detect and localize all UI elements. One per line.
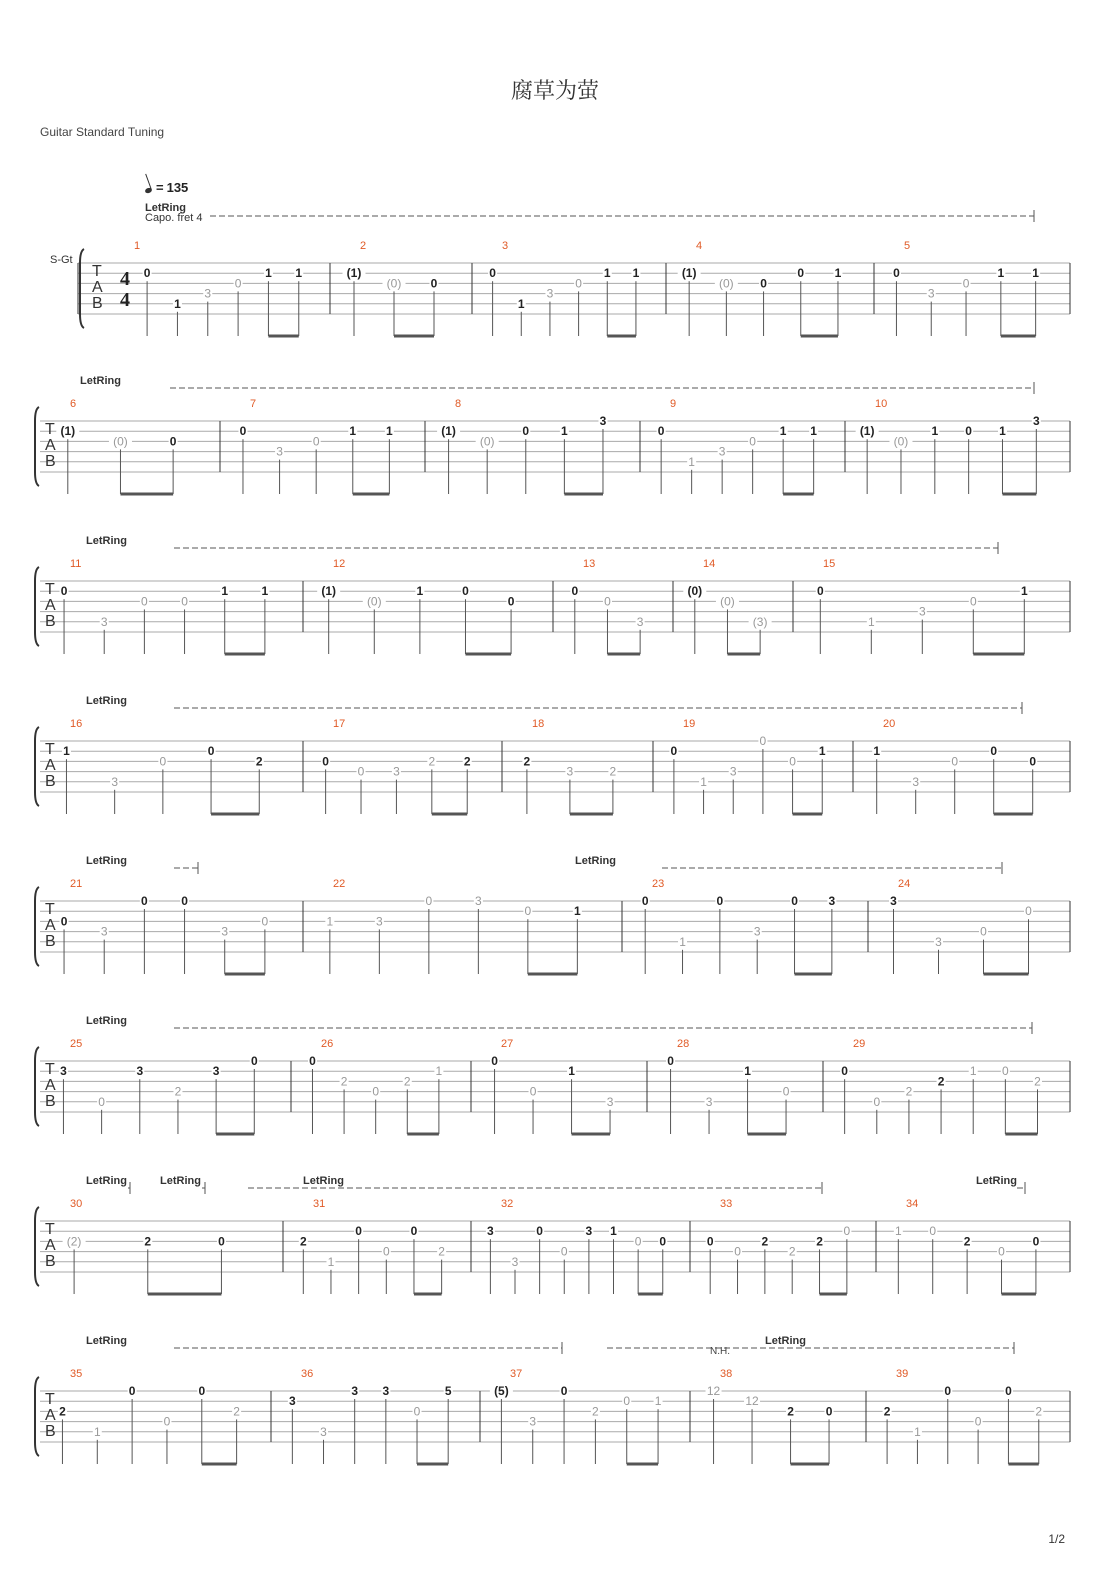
fret-number: 0 [759, 734, 767, 748]
bar-number: 24 [898, 878, 911, 890]
fret-number: 0 [623, 1394, 631, 1409]
tab-clef-letter: T [45, 421, 55, 438]
fret-number: 0 [128, 1384, 136, 1398]
system-bracket [35, 887, 39, 966]
fret-number: 1 [221, 584, 229, 599]
letring-label: LetRing [765, 1335, 806, 1347]
fret-number: 2 [403, 1074, 411, 1089]
fret-number: 0 [1025, 904, 1032, 919]
fret-number: 3 [212, 1064, 220, 1079]
fret-number: 1 [174, 296, 181, 311]
fret-number: 3 [566, 764, 574, 779]
fret-number: 0 [843, 1224, 851, 1239]
fret-number: 0 [163, 1414, 171, 1429]
fret-number: 1 [679, 934, 686, 949]
bar-number: 9 [670, 398, 677, 410]
fret-number: 2 [523, 754, 531, 769]
fret-number: 2 [963, 1234, 971, 1249]
tab-clef-letter: B [45, 1423, 56, 1440]
fret-number: 1 [654, 1394, 662, 1409]
fret-number: 0 [489, 266, 496, 281]
fret-number: 3 [828, 894, 836, 908]
fret-number: 1 [969, 1064, 977, 1079]
fret-number: 0 [893, 266, 900, 281]
fret-number: 1 [867, 614, 875, 629]
fret-number: 0 [382, 1244, 390, 1259]
fret-number: 3 [636, 614, 644, 629]
bar-number: 36 [301, 1368, 314, 1380]
fret-number: 3 [60, 1064, 67, 1079]
fret-number: 0 [507, 594, 515, 609]
fret-number: 0 [571, 584, 579, 599]
fret-number: 1 [416, 584, 424, 599]
fret-number: 2 [233, 1404, 240, 1419]
fret-number: 0 [560, 1384, 568, 1398]
fret-number: 3 [487, 1224, 494, 1239]
fret-number: 1 [517, 296, 525, 311]
fret-number: 1 [63, 744, 70, 759]
fret-number: 1 [568, 1064, 575, 1079]
fret-number: 3 [221, 924, 229, 939]
fret-number: 0 [312, 434, 320, 449]
bar-number: 12 [333, 558, 346, 570]
bar-number: 28 [677, 1038, 690, 1050]
system-bracket [35, 407, 39, 486]
time-signature-bottom: 4 [120, 289, 130, 311]
tuning-label: Guitar Standard Tuning [40, 125, 165, 139]
fret-number: 3 [935, 934, 942, 949]
fret-number: (0) [479, 434, 495, 449]
fret-number: 3 [927, 286, 935, 301]
fret-number: 1 [688, 454, 695, 469]
fret-number: 0 [169, 434, 177, 449]
fret-number: 1 [326, 914, 334, 929]
fret-number: 0 [716, 894, 724, 908]
fret-number: 0 [181, 894, 188, 908]
system-bracket [35, 1377, 39, 1456]
fret-number: (1) [441, 424, 456, 439]
fret-number: 0 [529, 1084, 537, 1099]
tab-clef-letter: B [45, 453, 56, 470]
tab-clef-letter: T [45, 1391, 55, 1408]
fret-number: 2 [937, 1074, 945, 1089]
fret-number: 2 [883, 1404, 891, 1419]
fret-number: 0 [234, 276, 242, 291]
fret-number: 3 [546, 286, 554, 301]
fret-number: 1 [931, 424, 939, 439]
fret-number: 0 [159, 754, 167, 769]
system-bracket [35, 727, 39, 806]
tab-clef-letter: A [45, 757, 56, 774]
tempo-value: 135 [166, 180, 189, 195]
bar-number: 30 [70, 1198, 83, 1210]
letring-label: LetRing [86, 1015, 127, 1027]
fret-number: (0) [719, 276, 734, 291]
fret-number: 12 [745, 1394, 759, 1409]
bar-number: 25 [70, 1038, 83, 1050]
fret-number: 2 [609, 764, 617, 779]
fret-number: 5 [444, 1384, 452, 1398]
fret-number: 0 [760, 276, 767, 291]
fret-number: 0 [261, 914, 269, 929]
bar-number: 7 [250, 398, 257, 410]
fret-number: 0 [974, 1414, 982, 1429]
fret-number: 1 [261, 584, 269, 599]
bar-number: 35 [70, 1368, 83, 1380]
fret-number: 1 [818, 744, 826, 759]
fret-number: 0 [965, 424, 972, 439]
fret-number: 0 [141, 894, 148, 908]
fret-number: 2 [905, 1084, 913, 1099]
letring-label: LetRing [575, 855, 616, 867]
letring-label: LetRing [86, 535, 127, 547]
fret-number: 3 [393, 764, 400, 779]
fret-number: 0 [524, 904, 532, 919]
letring-label: LetRing [86, 695, 127, 707]
score-title: 腐草为萤 [510, 79, 599, 104]
bar-number: 33 [720, 1198, 733, 1210]
fret-number: 0 [357, 764, 365, 779]
fret-number: 3 [111, 774, 119, 789]
fret-number: 3 [585, 1224, 593, 1239]
fret-number: 1 [810, 424, 817, 439]
tab-clef-letter: T [45, 1061, 55, 1078]
fret-number: 12 [706, 1384, 721, 1398]
fret-number: 0 [410, 1224, 418, 1239]
fret-number: 0 [143, 266, 151, 281]
letring-label: LetRing [976, 1175, 1017, 1187]
fret-number: 2 [299, 1234, 307, 1249]
fret-number: 0 [962, 276, 970, 291]
fret-number: 2 [438, 1244, 445, 1259]
fret-number: 1 [574, 904, 581, 919]
fret-number: (1) [346, 266, 362, 281]
natural-harmonic-label: N.H. [710, 1346, 730, 1357]
bar-number: 13 [583, 558, 596, 570]
fret-number: (1) [60, 424, 76, 439]
tab-clef-letter: A [45, 1407, 56, 1424]
tab-clef-letter: A [45, 917, 56, 934]
track-label: S-Gt [50, 254, 73, 266]
bar-number: 19 [683, 718, 696, 730]
fret-number: (0) [687, 584, 703, 599]
fret-number: 0 [782, 1084, 790, 1099]
fret-number: 2 [174, 1084, 182, 1099]
tab-clef-letter: A [92, 279, 103, 296]
fret-number: 3 [912, 774, 920, 789]
fret-number: 0 [425, 894, 433, 908]
fret-number: 0 [929, 1224, 937, 1239]
fret-number: 0 [522, 424, 530, 439]
fret-number: 3 [753, 924, 761, 939]
fret-number: 2 [463, 754, 471, 769]
bar-number: 21 [70, 878, 83, 890]
fret-number: 2 [816, 1234, 823, 1249]
tab-clef-letter: B [45, 773, 56, 790]
fret-number: 0 [944, 1384, 952, 1398]
fret-number: 2 [1034, 1074, 1041, 1089]
system-bracket [35, 1047, 39, 1126]
fret-number: (0) [720, 594, 735, 609]
fret-number: 1 [834, 266, 842, 281]
fret-number: 0 [749, 434, 756, 449]
bar-number: 26 [321, 1038, 334, 1050]
fret-number: 0 [841, 1064, 848, 1079]
fret-number: 0 [491, 1054, 498, 1068]
fret-number: 3 [729, 764, 737, 779]
fret-number: 2 [592, 1404, 599, 1419]
fret-number: 0 [430, 276, 438, 291]
fret-number: 0 [462, 584, 469, 599]
bar-number: 17 [333, 718, 346, 730]
fret-number: 1 [93, 1424, 101, 1439]
fret-number: 0 [980, 924, 987, 939]
page-number: 1/2 [1048, 1532, 1065, 1546]
fret-number: 0 [250, 1054, 258, 1068]
bar-number: 10 [875, 398, 888, 410]
fret-number: 0 [951, 754, 959, 769]
fret-number: 0 [1029, 754, 1037, 769]
fret-number: 2 [340, 1074, 348, 1089]
fret-number: 0 [667, 1054, 674, 1068]
fret-number: 1 [349, 424, 357, 439]
tab-clef-letter: A [45, 1237, 56, 1254]
fret-number: 0 [1032, 1234, 1040, 1249]
tab-clef-letter: B [45, 1093, 56, 1110]
fret-number: 0 [60, 584, 68, 599]
bar-number: 11 [70, 558, 82, 570]
fret-number: 0 [536, 1224, 543, 1239]
fret-number: 0 [207, 744, 215, 759]
fret-number: 3 [276, 444, 283, 459]
fret-number: 0 [657, 424, 665, 439]
bar-number: 20 [883, 718, 896, 730]
fret-number: 0 [998, 1244, 1005, 1259]
fret-number: 0 [98, 1094, 105, 1109]
fret-number: 1 [914, 1424, 921, 1439]
bar-number: 3 [502, 240, 509, 252]
bar-number: 37 [510, 1368, 523, 1380]
fret-number: 0 [969, 594, 977, 609]
bar-number: 8 [455, 398, 462, 410]
fret-number: 1 [265, 266, 272, 281]
fret-number: 0 [791, 894, 798, 908]
fret-number: 0 [372, 1084, 380, 1099]
fret-number: (1) [681, 266, 697, 281]
fret-number: 3 [511, 1254, 519, 1269]
bar-number: 14 [703, 558, 716, 570]
letring-label: LetRing [86, 1335, 127, 1347]
bar-number: 38 [720, 1368, 733, 1380]
fret-number: 0 [873, 1094, 881, 1109]
fret-number: 3 [475, 894, 482, 908]
fret-number: 1 [327, 1254, 335, 1269]
fret-number: 2 [255, 754, 263, 769]
time-signature-top: 4 [120, 268, 130, 290]
fret-number: 0 [141, 594, 148, 609]
fret-number: 1 [1020, 584, 1028, 599]
bar-number: 18 [532, 718, 545, 730]
fret-number: 2 [787, 1404, 794, 1419]
fret-number: 0 [355, 1224, 362, 1239]
bar-number: 32 [501, 1198, 514, 1210]
bar-number: 16 [70, 718, 83, 730]
letring-label: LetRing [86, 1175, 127, 1187]
fret-number: 2 [428, 754, 436, 769]
fret-number: 3 [606, 1094, 614, 1109]
letring-label: LetRing [145, 202, 186, 214]
fret-number: (0) [366, 594, 382, 609]
tab-clef-letter: B [45, 933, 56, 950]
letring-label: LetRing [303, 1175, 344, 1187]
bar-number: 31 [313, 1198, 326, 1210]
fret-number: 0 [560, 1244, 568, 1259]
fret-number: 0 [413, 1404, 421, 1419]
fret-number: 0 [1005, 1384, 1012, 1398]
fret-number: 0 [990, 744, 998, 759]
letring-label: LetRing [160, 1175, 201, 1187]
fret-number: 1 [894, 1224, 902, 1239]
fret-number: 0 [181, 594, 188, 609]
bar-number: 29 [853, 1038, 866, 1050]
system-bracket [35, 1207, 39, 1286]
fret-number: (2) [66, 1234, 82, 1249]
system-bracket [80, 249, 84, 328]
fret-number: 1 [700, 774, 707, 789]
fret-number: 2 [144, 1234, 152, 1249]
fret-number: (0) [386, 276, 402, 291]
bar-number: 22 [333, 878, 346, 890]
fret-number: 0 [218, 1234, 225, 1249]
tab-clef-letter: T [45, 581, 55, 598]
fret-number: 3 [289, 1394, 296, 1409]
tab-clef-letter: T [92, 263, 102, 280]
fret-number: 0 [604, 594, 611, 609]
fret-number: 1 [386, 424, 393, 439]
fret-number: 1 [1032, 266, 1039, 281]
bar-number: 4 [696, 240, 703, 252]
fret-number: 3 [100, 924, 108, 939]
letring-label: LetRing [86, 855, 127, 867]
fret-number: 0 [60, 914, 68, 929]
fret-number: 0 [575, 276, 582, 291]
fret-number: 0 [797, 266, 805, 281]
fret-number: 0 [634, 1234, 642, 1249]
fret-number: 2 [761, 1234, 769, 1249]
fret-number: 3 [100, 614, 108, 629]
fret-number: 1 [873, 744, 881, 759]
fret-number: 0 [309, 1054, 316, 1068]
fret-number: 1 [610, 1224, 617, 1239]
bar-number: 6 [70, 398, 77, 410]
fret-number: 1 [603, 266, 611, 281]
fret-number: 1 [561, 424, 568, 439]
tab-clef-letter: A [45, 1077, 56, 1094]
fret-number: 3 [136, 1064, 144, 1079]
fret-number: 3 [351, 1384, 359, 1398]
fret-number: 3 [890, 894, 897, 908]
fret-number: 2 [788, 1244, 796, 1259]
tab-clef-letter: B [45, 613, 56, 630]
fret-number: (1) [321, 584, 337, 599]
fret-number: 3 [918, 604, 926, 619]
capo-label: Capo. fret 4 [145, 212, 203, 224]
fret-number: 0 [198, 1384, 206, 1398]
bar-number: 1 [134, 240, 141, 252]
bar-number: 39 [896, 1368, 909, 1380]
fret-number: 1 [999, 424, 1006, 439]
fret-number: 3 [529, 1414, 537, 1429]
fret-number: 3 [1032, 414, 1040, 428]
fret-number: (0) [893, 434, 909, 449]
fret-number: (5) [494, 1384, 509, 1398]
letring-label: LetRing [80, 375, 121, 387]
bar-number: 23 [652, 878, 665, 890]
bar-number: 15 [823, 558, 836, 570]
fret-number: (3) [752, 614, 768, 629]
bar-number: 5 [904, 240, 911, 252]
bar-number: 27 [501, 1038, 514, 1050]
fret-number: 2 [1035, 1404, 1043, 1419]
fret-number: 0 [825, 1404, 833, 1419]
tab-clef-letter: T [45, 1221, 55, 1238]
fret-number: (0) [113, 434, 128, 449]
fret-number: 0 [734, 1244, 741, 1259]
fret-number: 0 [816, 584, 824, 599]
fret-number: 3 [382, 1384, 390, 1398]
tab-clef-letter: A [45, 597, 56, 614]
fret-number: 3 [718, 444, 726, 459]
fret-number: 0 [239, 424, 247, 439]
tab-clef-letter: B [45, 1253, 56, 1270]
fret-number: 0 [659, 1234, 667, 1249]
tab-clef-letter: T [45, 901, 55, 918]
fret-number: 1 [435, 1064, 443, 1079]
fret-number: 1 [779, 424, 787, 439]
tab-clef-letter: B [92, 295, 103, 312]
fret-number: 2 [59, 1404, 66, 1419]
fret-number: 1 [744, 1064, 751, 1079]
bar-number: 2 [360, 240, 367, 252]
fret-number: 0 [706, 1234, 714, 1249]
fret-number: (1) [859, 424, 875, 439]
tab-clef-letter: T [45, 741, 55, 758]
fret-number: 1 [997, 266, 1005, 281]
fret-number: 0 [641, 894, 649, 908]
system-bracket [35, 567, 39, 646]
fret-number: 3 [376, 914, 383, 929]
fret-number: 1 [632, 266, 640, 281]
fret-number: 3 [204, 286, 212, 301]
fret-number: 0 [789, 754, 796, 769]
tab-clef-letter: A [45, 437, 56, 454]
fret-number: 0 [1002, 1064, 1009, 1079]
fret-number: 1 [295, 266, 303, 281]
tempo-equals: = [156, 180, 164, 195]
fret-number: 3 [705, 1094, 713, 1109]
fret-number: 0 [670, 744, 678, 759]
fret-number: 3 [599, 414, 607, 428]
fret-number: 3 [320, 1424, 327, 1439]
bar-number: 34 [906, 1198, 919, 1210]
fret-number: 0 [322, 754, 329, 769]
